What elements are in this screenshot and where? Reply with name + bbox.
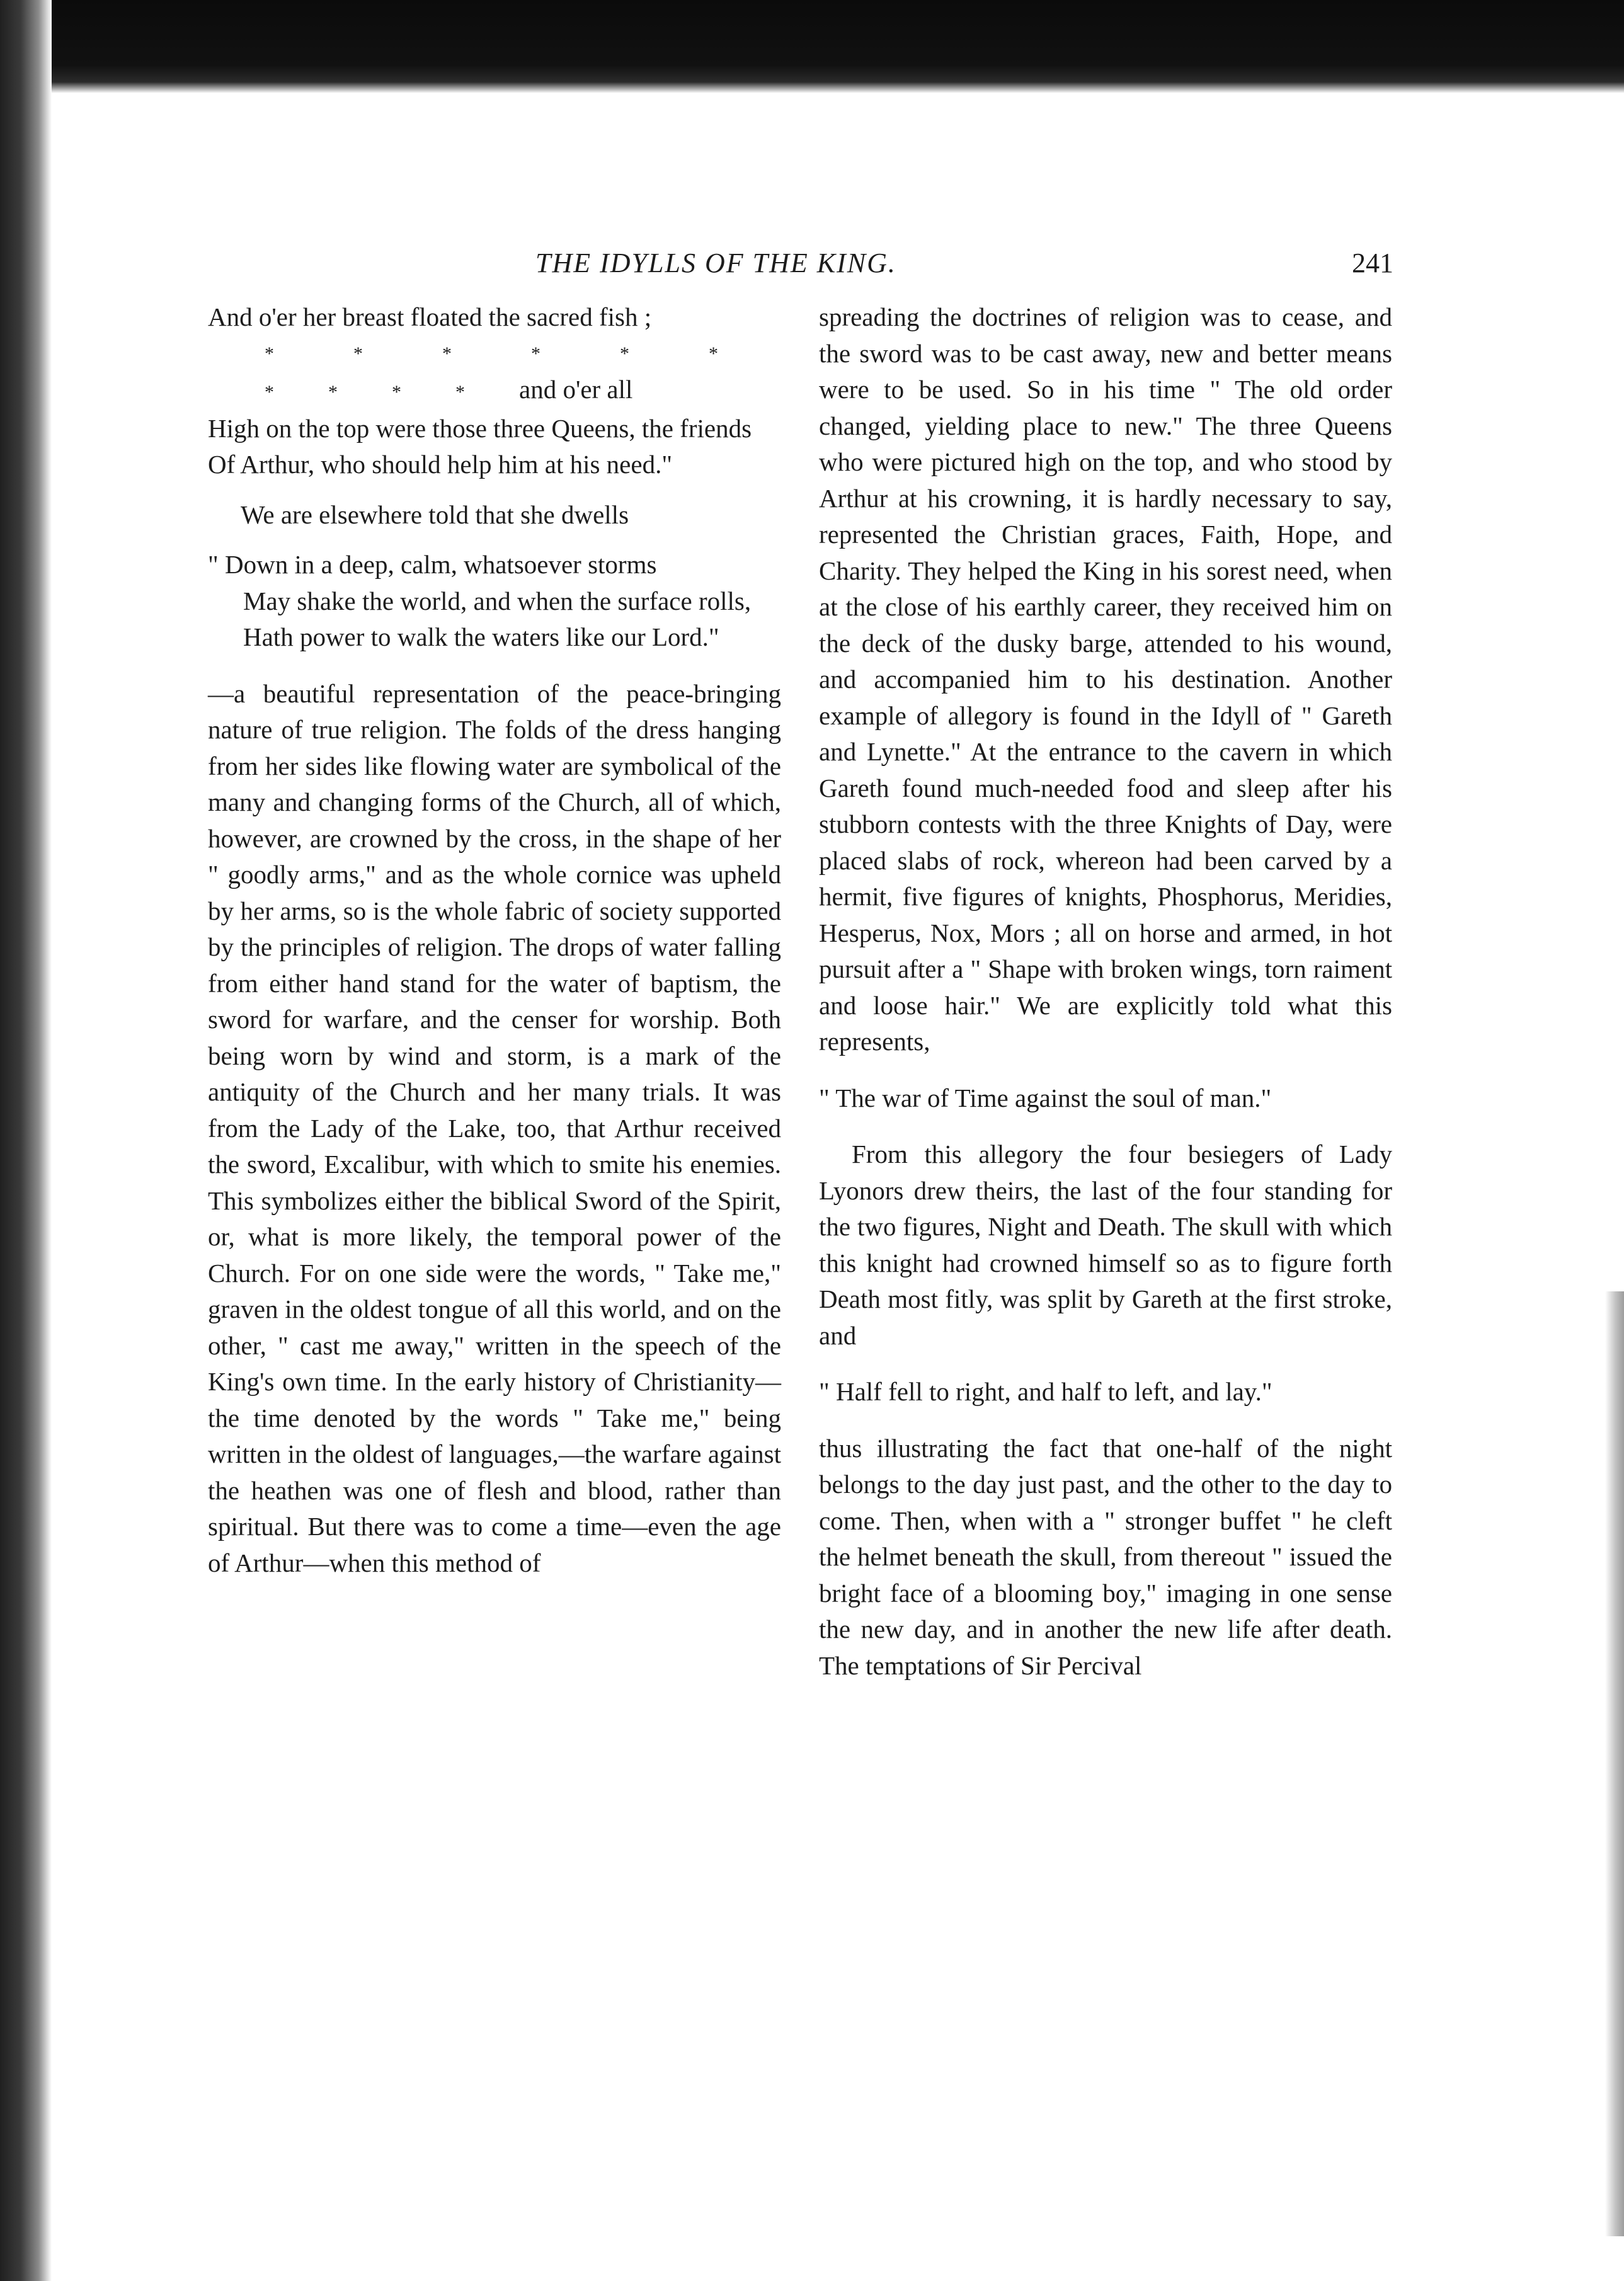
left-column [208,299,781,1581]
verse-line: Hath power to walk the waters like our Lord." [243,622,719,651]
ellipsis-asterisks [208,336,718,372]
asterisk: * [455,382,465,403]
asterisk: * [442,343,452,364]
verse-fragment: and o'er all [519,375,633,404]
page-number: 241 [1352,248,1393,278]
body-paragraph: thus illustrating the fact that one-half of the night belongs to the day just past, and the other to the day to come. Then, when with a " stronger buffet " he cleft the helmet beneath the skull, from thereout " issued the bright face of a blooming boy," imaging in one sense the new day, and in another the new life after death. The temptations of Sir Percival [819,1433,1392,1680]
verse-block [819,1374,1392,1410]
asterisk: * [531,343,540,364]
verse-line: " Half fell to right, and half to left, and lay." [819,1377,1272,1406]
running-title: THE IDYLLS OF THE KING. [535,248,896,278]
verse-block [208,547,781,656]
verse-line: May shake the world, and when the surface rolls, [243,586,752,615]
intro-line: We are elsewhere told that she dwells [241,500,629,529]
body-paragraph: —a beautiful representation of the peace-bringing nature of true religion. The folds of the dress hanging from her sides like flowing water are symbolical of the many and changing forms of the Church, all of which, however, are crowned by the cross, in the shape of her " goodly arms," and as the whole cornice was upheld by her arms, so is the whole fabric of society supported by the principles of religion. The drops of water falling from either hand stand for the water of baptism, the sword for warfare, and the censer for worship. Both being worn by wind and storm, is a mark of the antiquity of the Church and her many trials. It was from the Lady of the Lake, too, that Arthur received the sword, Excalibur, with which to smite his enemies. This symbolizes either the biblical Sword of the Spirit, or, what is more likely, the temporal power of the Church. For on one side were the words, " Take me," graven in the oldest tongue of all this world, and on the other, " cast me away," written in the speech of the King's own time. In the early history of Christianity—the time denoted by the words " Take me," being written in the oldest of languages,—the warfare against the heathen was one of flesh and blood, rather than spiritual. But there was to come a time—even the age of Arthur—when this method of [208,678,781,1577]
scan-shadow-left [0,0,52,2281]
right-column [819,299,1392,1684]
scan-shadow-right [1605,1291,1624,2236]
asterisk: * [709,343,718,364]
asterisk: * [620,343,629,364]
scan-shadow-top [0,0,1624,93]
ellipsis-asterisks [208,372,781,411]
page-header [239,247,1393,285]
verse-line: " Down in a deep, calm, whatsoever storms [208,550,657,579]
verse-line: And o'er her breast floated the sacred fish ; [208,302,652,331]
verse-line: Of Arthur, who should help him at his need." [208,450,673,479]
asterisk: * [353,343,363,364]
asterisk: * [328,382,338,403]
body-paragraph: From this allegory the four besiegers of Lady Lyonors drew theirs, the last of the four standing for the two figures, Night and Death. The skull with which this knight had crowned himself so as to figure forth Death most fitly, was split by Gareth at the first stroke, and [819,1140,1392,1350]
verse-line: High on the top were those three Queens, the friends [208,413,752,443]
asterisk: * [265,343,274,364]
asterisk: * [392,382,401,403]
body-paragraph: spreading the doctrines of religion was to cease, and the sword was to be cast away, new and better means were to be used. So in his time " The old order changed, yielding place to new." The three Queens who were pictured high on the top, and who stood by Arthur at his crowning, it is hardly necessary to say, represented the Christian graces, Faith, Hope, and Charity. They helped the King in his sorest need, when at the close of his earthly career, they received him on the deck of the dusky barge, attended to his wound, and accompanied him to his destination. Another example of allegory is found in the Idyll of " Gareth and Lynette." At the entrance to the cavern in which Gareth found much-needed food and sleep after his stubborn contests with the three Knights of Day, were placed slabs of rock, whereon had been carved by a hermit, five figures of knights, Phosphorus, Meridies, Hesperus, Nox, Mors ; all on horse and armed, in hot pursuit after a " Shape with broken wings, torn raiment and loose hair." We are explicitly told what this represents, [819,302,1392,1056]
asterisk: * [265,382,274,403]
verse-line: " The war of Time against the soul of man." [819,1083,1272,1112]
verse-block [819,1080,1392,1117]
